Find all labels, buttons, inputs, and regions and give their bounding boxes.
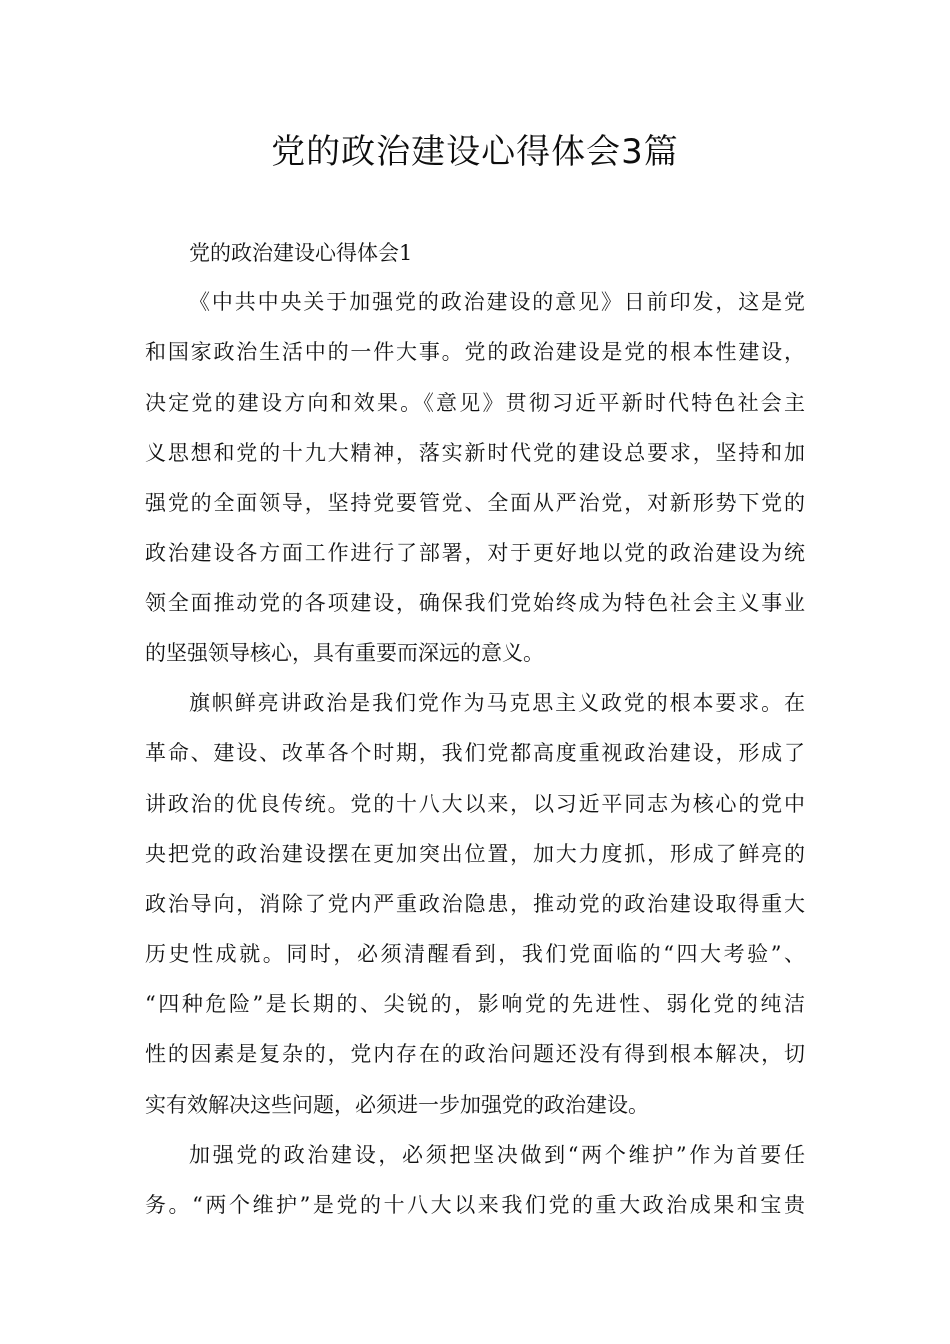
paragraph-line: 强党的全面领导，坚持党要管党、全面从严治党，对新形势下党的 [145, 491, 805, 515]
paragraph-line: 性的因素是复杂的，党内存在的政治问题还没有得到根本解决，切 [145, 1042, 805, 1066]
paragraph-line: 历史性成就。同时，必须清醒看到，我们党面临的“四大考验”、 [145, 942, 805, 966]
paragraph-line: 政治建设各方面工作进行了部署，对于更好地以党的政治建设为统 [145, 541, 805, 565]
paragraph-line: 革命、建设、改革各个时期，我们党都高度重视政治建设，形成了 [145, 741, 805, 765]
paragraph-line: 决定党的建设方向和效果。《意见》贯彻习近平新时代特色社会主 [145, 391, 805, 415]
paragraph-line: 务。“两个维护”是党的十八大以来我们党的重大政治成果和宝贵 [145, 1193, 805, 1217]
paragraph-line: 实有效解决这些问题，必须进一步加强党的政治建设。 [145, 1093, 649, 1117]
paragraph-line: “四种危险”是长期的、尖锐的，影响党的先进性、弱化党的纯洁 [145, 992, 805, 1016]
paragraph-line: 领全面推动党的各项建设，确保我们党始终成为特色社会主义事业 [145, 591, 805, 615]
paragraph-line: 义思想和党的十九大精神，落实新时代党的建设总要求，坚持和加 [145, 441, 805, 465]
paragraph-line: 旗帜鲜亮讲政治是我们党作为马克思主义政党的根本要求。在 [189, 691, 805, 715]
document-title: 党的政治建设心得体会3篇 [271, 132, 679, 172]
paragraph-line: 和国家政治生活中的一件大事。党的政治建设是党的根本性建设， [145, 340, 805, 364]
section-heading: 党的政治建设心得体会1 [189, 241, 413, 265]
paragraph-line: 的坚强领导核心，具有重要而深远的意义。 [145, 641, 544, 665]
paragraph-line: 加强党的政治建设，必须把坚决做到“两个维护”作为首要任 [189, 1143, 805, 1167]
paragraph-line: 讲政治的优良传统。党的十八大以来，以习近平同志为核心的党中 [145, 792, 805, 816]
paragraph-line: 央把党的政治建设摆在更加突出位置，加大力度抓，形成了鲜亮的 [145, 842, 805, 866]
paragraph-line: 政治导向，消除了党内严重政治隐患，推动党的政治建设取得重大 [145, 892, 805, 916]
paragraph-line: 《中共中央关于加强党的政治建设的意见》日前印发，这是党 [189, 290, 805, 314]
